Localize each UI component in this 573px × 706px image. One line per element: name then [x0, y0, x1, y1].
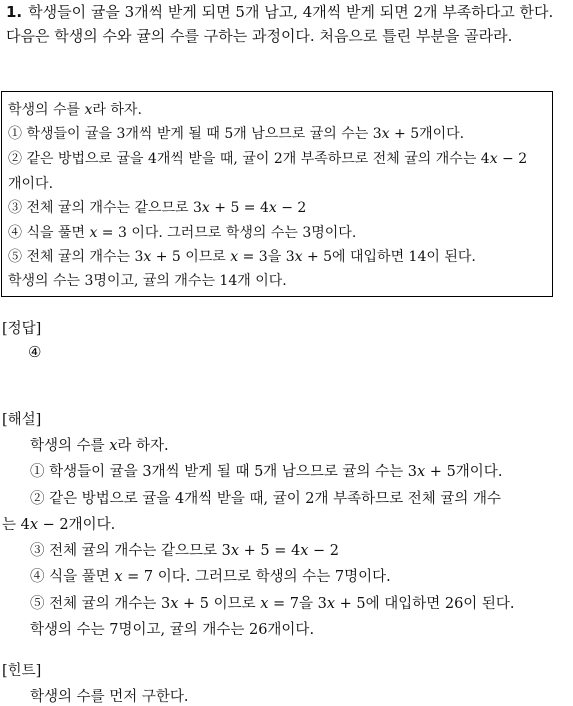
hint-text: 학생의 수를 먼저 구한다. [30, 689, 189, 705]
box-line: ① 학생들이 귤을 3개씩 받게 될 때 5개 남으므로 귤의 수는 3𝑥 + 5개이다. [8, 126, 465, 142]
solution-box [1, 91, 553, 297]
explanation-line: 는 4𝑥 − 2개이다. [2, 517, 116, 533]
explanation-line: 학생의 수는 7명이고, 귤의 개수는 26개이다. [30, 622, 315, 638]
box-line: ② 같은 방법으로 귤을 4개씩 받을 때, 귤이 2개 부족하므로 전체 귤의 개수는 4𝑥 − 2 [8, 151, 528, 167]
hint-label: [힌트] [2, 663, 42, 679]
answer-value: ④ [28, 343, 42, 361]
box-line: 학생의 수를 𝑥라 하자. [8, 102, 142, 118]
box-line: ⑤ 전체 귤의 개수는 3𝑥 + 5 이므로 𝑥 = 3을 3𝑥 + 5에 대입하면 14이 된다. [8, 249, 476, 265]
explanation-label: [해설] [2, 412, 42, 428]
box-line: ③ 전체 귤의 개수는 같으므로 3𝑥 + 5 = 4𝑥 − 2 [8, 200, 307, 216]
question-number: 1. [6, 3, 23, 21]
explanation-line: ③ 전체 귤의 개수는 같으므로 3𝑥 + 5 = 4𝑥 − 2 [30, 543, 339, 559]
explanation-line: ⑤ 전체 귤의 개수는 3𝑥 + 5 이므로 𝑥 = 7을 3𝑥 + 5에 대입하면 26이 된다. [30, 596, 515, 612]
explanation-line: 학생의 수를 𝑥라 하자. [30, 438, 169, 454]
box-line: ④ 식을 풀면 𝑥 = 3 이다. 그러므로 학생의 수는 3명이다. [8, 225, 357, 241]
box-line: 학생의 수는 3명이고, 귤의 개수는 14개 이다. [8, 273, 287, 289]
explanation-line: ② 같은 방법으로 귤을 4개씩 받을 때, 귤이 2개 부족하므로 전체 귤의 개수 [30, 491, 502, 507]
answer-label: [정답] [2, 321, 42, 337]
box-line: 개이다. [8, 176, 54, 192]
explanation-line: ④ 식을 풀면 𝑥 = 7 이다. 그러므로 학생의 수는 7명이다. [30, 569, 391, 585]
explanation-line: ① 학생들이 귤을 3개씩 받게 될 때 5개 남으므로 귤의 수는 3𝑥 + 5개이다. [30, 464, 503, 480]
question [6, 0, 568, 48]
question-text: 학생들이 귤을 3개씩 받게 되면 5개 남고, 4개씩 받게 되면 2개 부족하다고 한다. 다음은 학생의 수와 귤의 수를 구하는 과정이다. 처음으로 틀린 부분을 골라라. [6, 3, 554, 45]
